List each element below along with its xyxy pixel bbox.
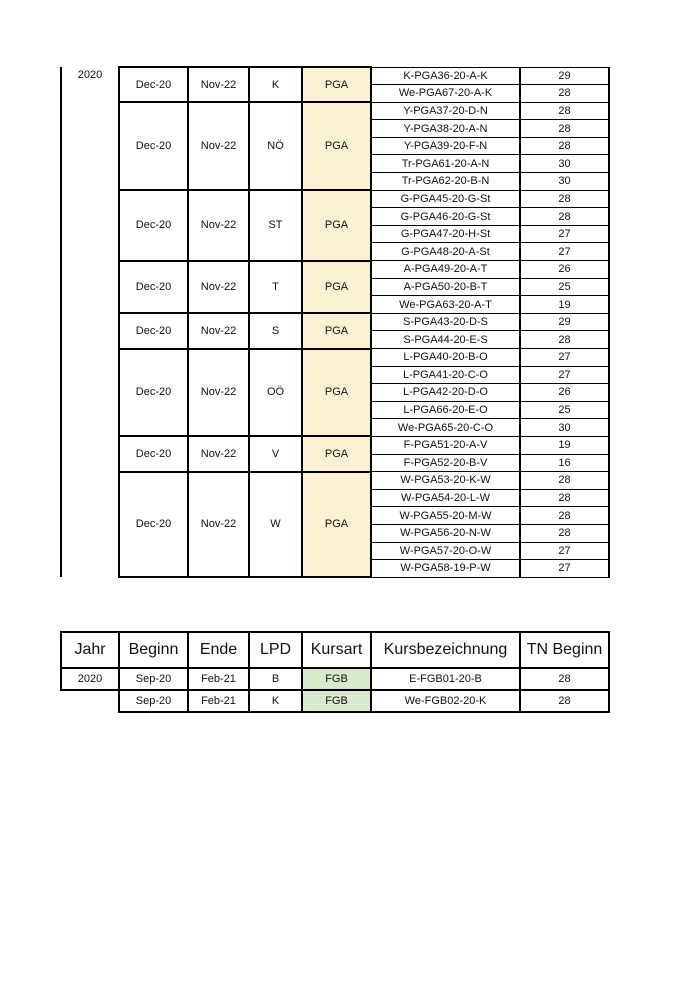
kursart-cell: PGA	[302, 67, 371, 102]
table-row	[61, 67, 609, 85]
lpd-cell: K	[249, 690, 302, 712]
header-kursbezeichnung: Kursbezeichnung	[371, 632, 520, 668]
tn-beginn-cell: 30	[520, 155, 609, 173]
beginn-cell: Dec-20	[119, 436, 188, 471]
kursart-cell: PGA	[302, 261, 371, 314]
tn-beginn-cell: 28	[520, 668, 609, 690]
kursbezeichnung-cell: K-PGA36-20-A-K	[371, 67, 520, 85]
header-kursart: Kursart	[302, 632, 371, 668]
header-lpd: LPD	[249, 632, 302, 668]
kursbezeichnung-cell: L-PGA41-20-C-O	[371, 366, 520, 384]
table-row	[61, 313, 609, 331]
kursbezeichnung-cell: S-PGA43-20-D-S	[371, 313, 520, 331]
kursart-cell: PGA	[302, 472, 371, 578]
lpd-cell: K	[249, 67, 302, 102]
lpd-cell: W	[249, 472, 302, 578]
lpd-cell: T	[249, 261, 302, 314]
kursbezeichnung-cell: Y-PGA38-20-A-N	[371, 120, 520, 138]
kursart-cell: PGA	[302, 102, 371, 190]
pga-table-body	[61, 67, 609, 577]
beginn-cell: Dec-20	[119, 261, 188, 314]
ende-cell: Feb-21	[188, 690, 249, 712]
tn-beginn-cell: 29	[520, 313, 609, 331]
header-row	[61, 632, 609, 668]
pga-course-table	[60, 66, 610, 578]
header-ende: Ende	[188, 632, 249, 668]
kursbezeichnung-cell: A-PGA49-20-A-T	[371, 261, 520, 279]
ende-cell: Nov-22	[188, 349, 249, 437]
kursbezeichnung-cell: W-PGA57-20-O-W	[371, 542, 520, 560]
year-cell: 2020	[61, 668, 119, 690]
kursbezeichnung-cell: W-PGA55-20-M-W	[371, 507, 520, 525]
beginn-cell: Dec-20	[119, 349, 188, 437]
kursbezeichnung-cell: F-PGA51-20-A-V	[371, 436, 520, 454]
tn-beginn-cell: 28	[520, 331, 609, 349]
ende-cell: Nov-22	[188, 436, 249, 471]
table-row	[61, 261, 609, 279]
tn-beginn-cell: 27	[520, 560, 609, 578]
beginn-cell: Dec-20	[119, 313, 188, 348]
table-row	[61, 690, 609, 712]
kursbezeichnung-cell: F-PGA52-20-B-V	[371, 454, 520, 472]
kursbezeichnung-cell: Tr-PGA61-20-A-N	[371, 155, 520, 173]
tn-beginn-cell: 19	[520, 436, 609, 454]
kursart-cell: PGA	[302, 436, 371, 471]
kursart-cell: PGA	[302, 190, 371, 260]
beginn-cell: Sep-20	[119, 690, 188, 712]
kursbezeichnung-cell: S-PGA44-20-E-S	[371, 331, 520, 349]
tn-beginn-cell: 28	[520, 102, 609, 120]
table-row	[61, 472, 609, 490]
header-tn-beginn: TN Beginn	[520, 632, 609, 668]
kursbezeichnung-cell: We-PGA67-20-A-K	[371, 85, 520, 103]
kursbezeichnung-cell: A-PGA50-20-B-T	[371, 278, 520, 296]
tn-beginn-cell: 26	[520, 384, 609, 402]
beginn-cell: Dec-20	[119, 67, 188, 102]
tn-beginn-cell: 28	[520, 190, 609, 208]
ende-cell: Nov-22	[188, 67, 249, 102]
kursbezeichnung-cell: G-PGA45-20-G-St	[371, 190, 520, 208]
kursbezeichnung-cell: L-PGA42-20-D-O	[371, 384, 520, 402]
header-jahr: Jahr	[61, 632, 119, 668]
beginn-cell: Sep-20	[119, 668, 188, 690]
kursart-cell: FGB	[302, 690, 371, 712]
tn-beginn-cell: 28	[520, 120, 609, 138]
table-row	[61, 349, 609, 367]
kursart-cell: FGB	[302, 668, 371, 690]
kursbezeichnung-cell: W-PGA54-20-L-W	[371, 489, 520, 507]
lpd-cell: ST	[249, 190, 302, 260]
kursbezeichnung-cell: L-PGA40-20-B-O	[371, 349, 520, 367]
header-beginn: Beginn	[119, 632, 188, 668]
tn-beginn-cell: 26	[520, 261, 609, 279]
kursbezeichnung-cell: W-PGA53-20-K-W	[371, 472, 520, 490]
table-row	[61, 668, 609, 690]
lpd-cell: S	[249, 313, 302, 348]
tn-beginn-cell: 27	[520, 243, 609, 261]
tn-beginn-cell: 28	[520, 489, 609, 507]
fgb-course-table	[60, 631, 610, 713]
lpd-cell: NÖ	[249, 102, 302, 190]
tn-beginn-cell: 25	[520, 401, 609, 419]
tn-beginn-cell: 27	[520, 225, 609, 243]
kursbezeichnung-cell: G-PGA46-20-G-St	[371, 208, 520, 226]
kursbezeichnung-cell: L-PGA66-20-E-O	[371, 401, 520, 419]
kursart-cell: PGA	[302, 313, 371, 348]
kursbezeichnung-cell: Y-PGA37-20-D-N	[371, 102, 520, 120]
ende-cell: Nov-22	[188, 190, 249, 260]
year-cell-empty	[61, 690, 119, 712]
ende-cell: Nov-22	[188, 313, 249, 348]
kursbezeichnung-cell: Tr-PGA62-20-B-N	[371, 173, 520, 191]
ende-cell: Nov-22	[188, 102, 249, 190]
tn-beginn-cell: 28	[520, 524, 609, 542]
table-row	[61, 190, 609, 208]
table-row	[61, 102, 609, 120]
tn-beginn-cell: 27	[520, 542, 609, 560]
tn-beginn-cell: 27	[520, 349, 609, 367]
kursbezeichnung-cell: G-PGA47-20-H-St	[371, 225, 520, 243]
kursbezeichnung-cell: G-PGA48-20-A-St	[371, 243, 520, 261]
kursbezeichnung-cell: We-PGA63-20-A-T	[371, 296, 520, 314]
kursbezeichnung-cell: We-FGB02-20-K	[371, 690, 520, 712]
lpd-cell: B	[249, 668, 302, 690]
table-row	[61, 436, 609, 454]
tn-beginn-cell: 30	[520, 419, 609, 437]
tn-beginn-cell: 27	[520, 366, 609, 384]
tn-beginn-cell: 25	[520, 278, 609, 296]
ende-cell: Nov-22	[188, 472, 249, 578]
kursbezeichnung-cell: W-PGA58-19-P-W	[371, 560, 520, 578]
tn-beginn-cell: 16	[520, 454, 609, 472]
ende-cell: Feb-21	[188, 668, 249, 690]
ende-cell: Nov-22	[188, 261, 249, 314]
beginn-cell: Dec-20	[119, 102, 188, 190]
kursbezeichnung-cell: We-PGA65-20-C-O	[371, 419, 520, 437]
tn-beginn-cell: 28	[520, 208, 609, 226]
lpd-cell: OÖ	[249, 349, 302, 437]
year-cell: 2020	[61, 67, 119, 577]
beginn-cell: Dec-20	[119, 190, 188, 260]
tn-beginn-cell: 28	[520, 137, 609, 155]
kursart-cell: PGA	[302, 349, 371, 437]
beginn-cell: Dec-20	[119, 472, 188, 578]
tn-beginn-cell: 28	[520, 507, 609, 525]
tn-beginn-cell: 29	[520, 67, 609, 85]
tn-beginn-cell: 28	[520, 85, 609, 103]
kursbezeichnung-cell: W-PGA56-20-N-W	[371, 524, 520, 542]
kursbezeichnung-cell: E-FGB01-20-B	[371, 668, 520, 690]
tn-beginn-cell: 19	[520, 296, 609, 314]
kursbezeichnung-cell: Y-PGA39-20-F-N	[371, 137, 520, 155]
tn-beginn-cell: 28	[520, 472, 609, 490]
tn-beginn-cell: 28	[520, 690, 609, 712]
tn-beginn-cell: 30	[520, 173, 609, 191]
lpd-cell: V	[249, 436, 302, 471]
